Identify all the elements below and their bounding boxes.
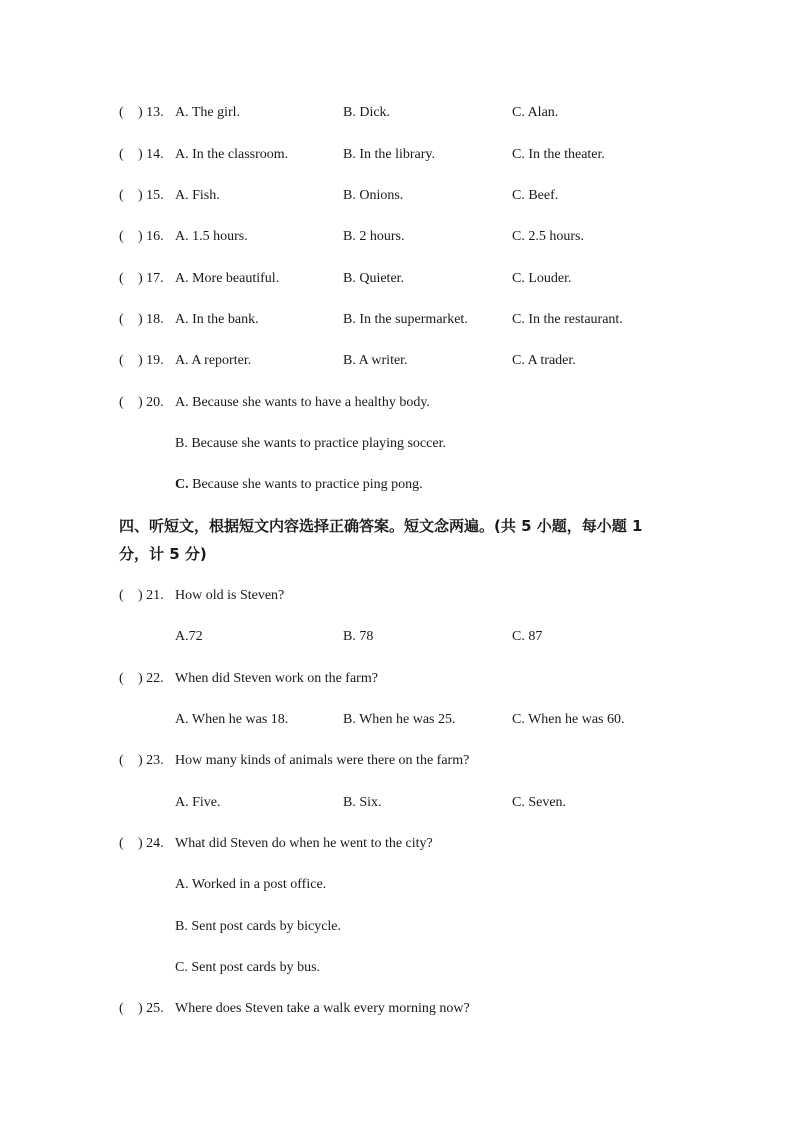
option-a: A. Worked in a post office. <box>175 877 327 892</box>
option-a: A. Five. <box>175 795 221 810</box>
option-c: C. In the restaurant. <box>512 312 623 327</box>
option-a: A. More beautiful. <box>175 271 280 286</box>
option-c: C. 87 <box>512 629 543 644</box>
option-c-letter: C. <box>175 477 189 492</box>
question-number: ) 14. <box>138 147 164 162</box>
option-c: C. A trader. <box>512 353 576 368</box>
answer-blank[interactable]: ( <box>119 188 131 203</box>
option-c: C. Alan. <box>512 105 559 120</box>
answer-blank[interactable]: ( <box>119 753 131 768</box>
answer-blank[interactable]: ( <box>119 353 131 368</box>
question-number: ) 17. <box>138 271 164 286</box>
question-text: How old is Steven? <box>175 588 285 603</box>
option-b: B. 2 hours. <box>343 229 405 244</box>
option-a: A. Because she wants to have a healthy body. <box>175 395 430 410</box>
option-a: A. The girl. <box>175 105 241 120</box>
answer-blank[interactable]: ( <box>119 105 131 120</box>
question-number: ) 23. <box>138 753 164 768</box>
answer-blank[interactable]: ( <box>119 671 131 686</box>
option-b: B. Because she wants to practice playing soccer. <box>175 436 446 451</box>
answer-blank[interactable]: ( <box>119 588 131 603</box>
option-a: A. When he was 18. <box>175 712 289 727</box>
answer-blank[interactable]: ( <box>119 229 131 244</box>
option-c: C. Sent post cards by bus. <box>175 960 321 975</box>
question-number: ) 25. <box>138 1001 164 1016</box>
question-number: ) 22. <box>138 671 164 686</box>
answer-blank[interactable]: ( <box>119 1001 131 1016</box>
question-text: How many kinds of animals were there on the farm? <box>175 753 470 768</box>
question-text: When did Steven work on the farm? <box>175 671 378 686</box>
option-b: B. When he was 25. <box>343 712 456 727</box>
option-b: B. Six. <box>343 795 382 810</box>
option-a: A. 1.5 hours. <box>175 229 248 244</box>
option-b: B. Sent post cards by bicycle. <box>175 919 342 934</box>
question-number: ) 24. <box>138 836 164 851</box>
option-c: C. In the theater. <box>512 147 605 162</box>
option-c-text: Because she wants to practice ping pong. <box>188 477 423 492</box>
option-a: A. A reporter. <box>175 353 252 368</box>
section-heading: 四、听短文，根据短文内容选择正确答案。短文念两遍。(共 5 小题，每小题 1 <box>119 517 643 535</box>
option-a: A. In the classroom. <box>175 147 289 162</box>
option-c: C. When he was 60. <box>512 712 625 727</box>
answer-blank[interactable]: ( <box>119 147 131 162</box>
option-c: C. Seven. <box>512 795 567 810</box>
option-b: B. 78 <box>343 629 374 644</box>
section-heading-continued: 分，计 5 分) <box>119 545 207 563</box>
option-b: B. Onions. <box>343 188 404 203</box>
option-c: C. Louder. <box>512 271 572 286</box>
answer-blank[interactable]: ( <box>119 395 131 410</box>
question-number: ) 21. <box>138 588 164 603</box>
question-text: Where does Steven take a walk every morning now? <box>175 1001 470 1016</box>
option-c: C. Beef. <box>512 188 559 203</box>
question-number: ) 19. <box>138 353 164 368</box>
question-number: ) 13. <box>138 105 164 120</box>
question-text: What did Steven do when he went to the city? <box>175 836 433 851</box>
option-b: B. Dick. <box>343 105 391 120</box>
answer-blank[interactable]: ( <box>119 836 131 851</box>
option-b: B. Quieter. <box>343 271 405 286</box>
option-c <box>175 476 423 494</box>
answer-blank[interactable]: ( <box>119 271 131 286</box>
question-number: ) 15. <box>138 188 164 203</box>
question-number: ) 18. <box>138 312 164 327</box>
option-a: A. Fish. <box>175 188 220 203</box>
answer-blank[interactable]: ( <box>119 312 131 327</box>
question-number: ) 16. <box>138 229 164 244</box>
option-b: B. A writer. <box>343 353 408 368</box>
option-b: B. In the supermarket. <box>343 312 468 327</box>
option-c: C. 2.5 hours. <box>512 229 584 244</box>
option-b: B. In the library. <box>343 147 436 162</box>
question-number: ) 20. <box>138 395 164 410</box>
option-a: A. In the bank. <box>175 312 259 327</box>
option-a: A.72 <box>175 629 203 644</box>
